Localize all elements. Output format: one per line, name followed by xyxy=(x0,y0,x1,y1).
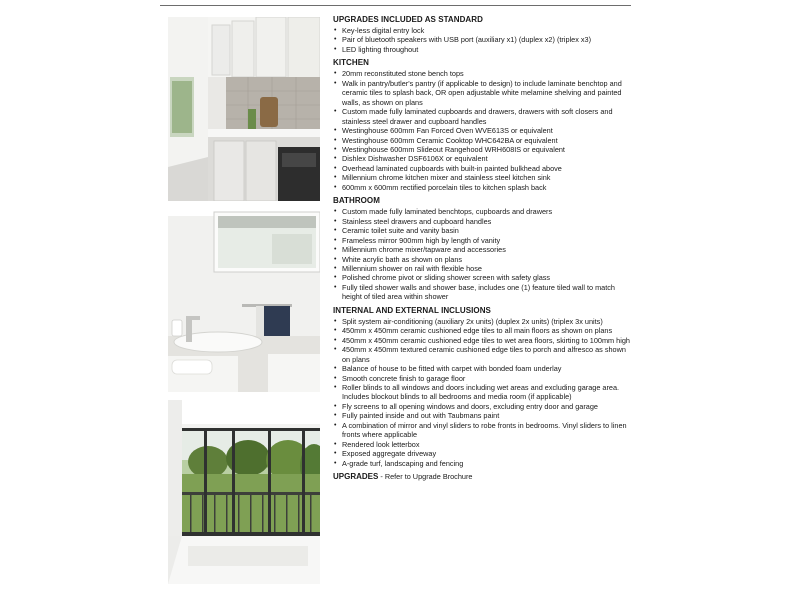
section-heading: KITCHEN xyxy=(333,58,369,68)
list-item: • 450mm x 450mm ceramic cushioned edge tiles to wet area floors, skirting to 100mm high xyxy=(333,336,633,345)
top-divider xyxy=(160,5,631,6)
list-item: • 450mm x 450mm ceramic cushioned edge tiles to all main floors as shown on plans xyxy=(333,326,633,335)
list-item: • Millennium chrome kitchen mixer and stainless steel kitchen sink xyxy=(333,173,633,182)
list-item: • 600mm x 600mm rectified porcelain tiles to kitchen splash back xyxy=(333,183,633,192)
list-item: • Westinghouse 600mm Slideout Rangehood WRH608IS or equivalent xyxy=(333,145,633,154)
footer-label: UPGRADES xyxy=(333,472,379,482)
list-item: • 450mm x 450mm textured ceramic cushioned edge tiles to porch and alfresco as shown on plans xyxy=(333,345,633,364)
list-item: • Custom made fully laminated benchtops, cupboards and drawers xyxy=(333,207,633,216)
list-item: • Split system air-conditioning (auxiliary 2x units) (duplex 2x units) (triplex 3x units) xyxy=(333,317,633,326)
list-item: • Smooth concrete finish to garage floor xyxy=(333,374,633,383)
bathroom-photo xyxy=(168,208,320,392)
section-heading: INTERNAL AND EXTERNAL INCLUSIONS xyxy=(333,305,491,315)
footer-text: - Refer to Upgrade Brochure xyxy=(378,472,473,482)
list-item: • 20mm reconstituted stone bench tops xyxy=(333,69,633,78)
list-item: • A-grade turf, landscaping and fencing xyxy=(333,459,633,468)
list-item: • Fully tiled shower walls and shower base, includes one (1) feature tiled wall to match height of tiled area within shower xyxy=(333,283,633,302)
list-item: • White acrylic bath as shown on plans xyxy=(333,255,633,264)
list-item: • Exposed aggregate driveway xyxy=(333,449,633,458)
list-item: • Westinghouse 600mm Ceramic Cooktop WHC642BA or equivalent xyxy=(333,136,633,145)
living-room-photo xyxy=(168,400,320,584)
list-item: • Rendered look letterbox xyxy=(333,440,633,449)
list-item: • A combination of mirror and vinyl sliders to robe fronts in bedrooms. Vinyl sliders to linen fronts where applicable xyxy=(333,421,633,440)
list-item: • Frameless mirror 900mm high by length of vanity xyxy=(333,236,633,245)
section-bathroom xyxy=(333,196,633,302)
section-heading: UPGRADES INCLUDED AS STANDARD xyxy=(333,15,483,24)
list-item: • Stainless steel drawers and cupboard handles xyxy=(333,217,633,226)
list-item: • Key-less digital entry lock xyxy=(333,26,633,35)
list-item: • Roller blinds to all windows and doors including wet areas and excluding garage area. Includes blockout blinds to all bedrooms and media room (if applicable) xyxy=(333,383,633,402)
section-kitchen xyxy=(333,58,633,192)
list-item: • LED lighting throughout xyxy=(333,45,633,54)
list-item: • Fly screens to all opening windows and doors, excluding entry door and garage xyxy=(333,402,633,411)
list-item: • Ceramic toilet suite and vanity basin xyxy=(333,226,633,235)
list-item: • Westinghouse 600mm Fan Forced Oven WVE613S or equivalent xyxy=(333,126,633,135)
section-upgrades-standard xyxy=(333,15,633,54)
list-item: • Millennium shower on rail with flexible hose xyxy=(333,264,633,273)
list-item: • Walk in pantry/butler's pantry (if applicable to design) to include laminate benchtop and ceramic tiles to splash back, OR open adjustable white melamine shelving and painted walls, as shown on plans xyxy=(333,79,633,107)
list-item: • Polished chrome pivot or sliding shower screen with safety glass xyxy=(333,273,633,282)
list-item: • Overhead laminated cupboards with built-in painted bulkhead above xyxy=(333,164,633,173)
section-internal-external xyxy=(333,306,633,468)
list-item: • Dishlex Dishwasher DSF6106X or equivalent xyxy=(333,154,633,163)
section-heading: BATHROOM xyxy=(333,196,380,206)
list-item: • Pair of bluetooth speakers with USB port (auxiliary x1) (duplex x2) (triplex x3) xyxy=(333,35,633,44)
kitchen-photo xyxy=(168,17,320,201)
inclusions-list xyxy=(333,15,633,482)
list-item: • Millennium chrome mixer/tapware and accessories xyxy=(333,245,633,254)
list-item: • Custom made fully laminated cupboards and drawers, drawers with soft closers and stainless steel drawer and cupboard handles xyxy=(333,107,633,126)
list-item: • Fully painted inside and out with Taubmans paint xyxy=(333,411,633,420)
list-item: • Balance of house to be fitted with carpet with bonded foam underlay xyxy=(333,364,633,373)
upgrades-footer xyxy=(333,472,633,482)
